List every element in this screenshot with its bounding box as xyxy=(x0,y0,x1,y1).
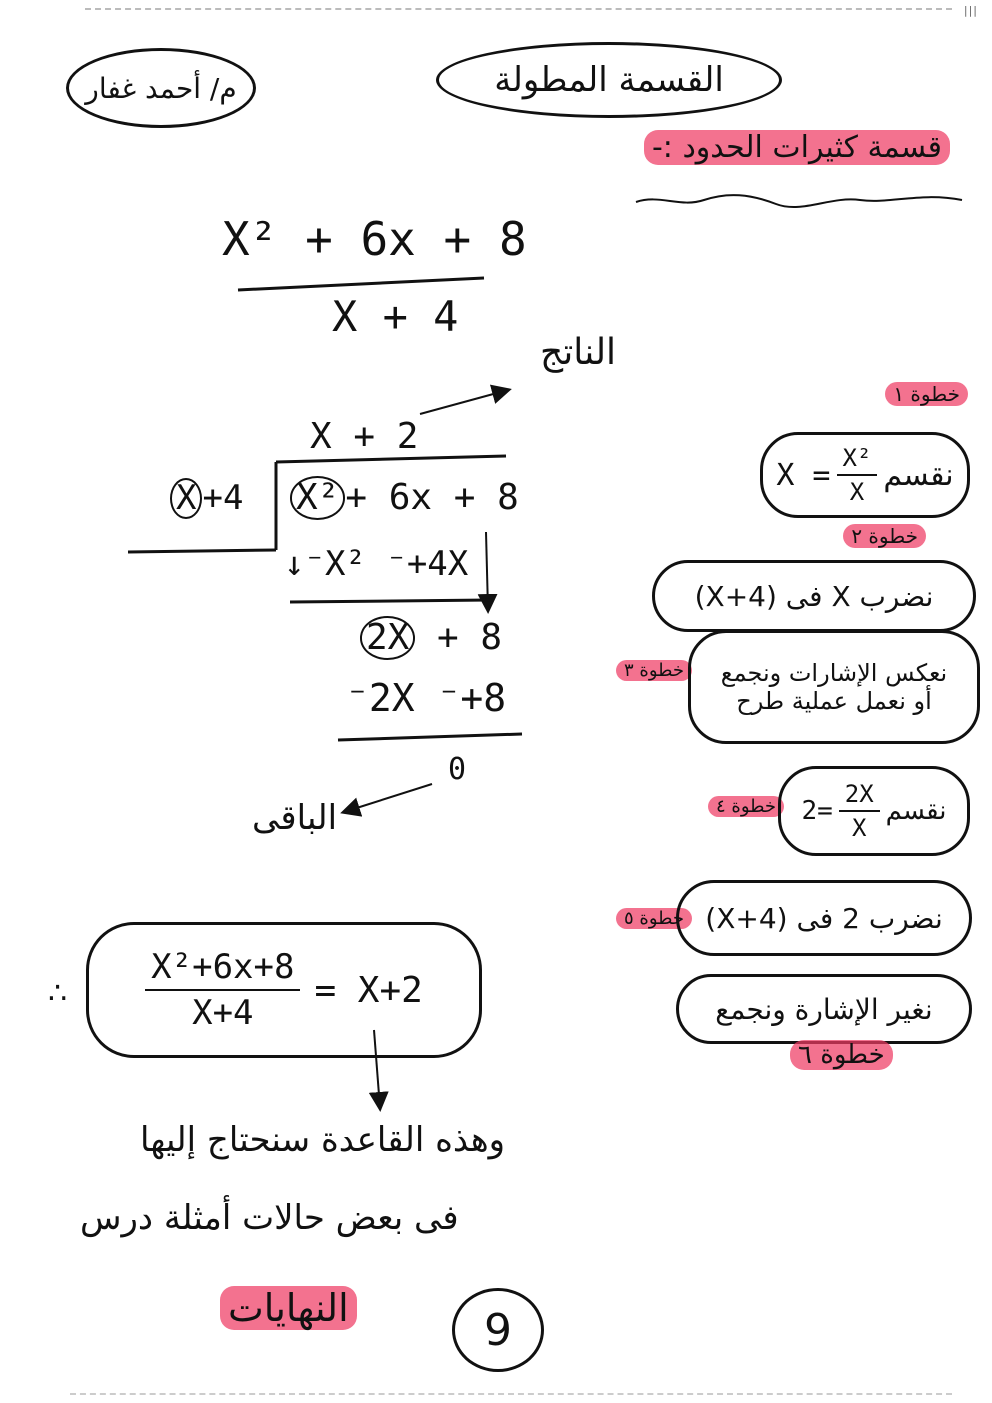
problem-fraction-bar xyxy=(238,278,484,290)
dividend-rest: + 6x + 8 xyxy=(345,477,519,518)
step-3-box: نعكس الإشارات ونجمع أو نعمل عملية طرح xyxy=(688,630,980,744)
remainder-label: الباقى xyxy=(252,798,338,838)
step-1-fraction: $\frac{\text{X²}}{X}$ xyxy=(837,444,878,506)
result-fraction: $\frac{\text{X²+6x+8}}{X+4}$ xyxy=(145,947,300,1033)
result-equals: = X+2 xyxy=(314,969,423,1011)
division-bracket-top xyxy=(276,456,506,462)
page-title: القسمة المطولة xyxy=(494,60,724,100)
result-down-arrow xyxy=(374,1030,380,1108)
problem-numerator: X² + 6x + 8 xyxy=(222,212,527,266)
step-4-box: 2= $\frac{2X}{X}$ نقسم xyxy=(778,766,970,856)
remainder-value: 0 xyxy=(448,752,467,787)
step-2-label: خطوة ٢ xyxy=(843,524,926,548)
note-line-1: وهذه القاعدة سنحتاج إليها xyxy=(140,1120,506,1160)
step-2-box: نضرب X فى (X+4) xyxy=(652,560,976,632)
step-4-label: خطوة ٤ xyxy=(708,796,784,817)
step-1-label: خطوة ١ xyxy=(885,382,968,406)
row-2x-circled: 2X xyxy=(360,616,415,660)
subtitle-squiggle xyxy=(636,195,962,207)
row-2x-rest: + 8 xyxy=(437,617,503,658)
page-number: 9 xyxy=(452,1288,544,1372)
divisor-x-circled: X xyxy=(170,478,202,519)
step-5-box: نضرب 2 فى (X+4) xyxy=(676,880,972,956)
note-highlight: النهايات xyxy=(220,1286,357,1330)
subtract-row-2: ⁻2X ⁻+8 xyxy=(346,676,507,720)
step-3-label: خطوة ٣ xyxy=(616,660,692,681)
dividend-x2-circled: X² xyxy=(290,476,345,520)
quotient-arrow xyxy=(420,390,508,414)
step-6-label: خطوة ٦ xyxy=(790,1040,893,1070)
step-1-box: X = $\frac{\text{X²}}{X}$ نقسم xyxy=(760,432,970,518)
subtitle-text: قسمة كثيرات الحدود :- xyxy=(644,130,950,165)
subtract-2-bar xyxy=(338,734,522,740)
step-5-label: خطوة ٥ xyxy=(616,908,692,929)
quotient: X + 2 xyxy=(310,416,419,457)
divisor-underline xyxy=(128,550,276,552)
subtract-1-right-arrow xyxy=(486,532,488,610)
divisor-rest: +4 xyxy=(202,478,244,518)
subtract-1-bar xyxy=(290,600,490,602)
remainder-arrow xyxy=(344,784,432,812)
note-line-2: فى بعض حالات أمثلة درس xyxy=(80,1198,459,1238)
step-4-fraction: $\frac{2X}{X}$ xyxy=(839,780,880,842)
author-name: م/ أحمد غفار xyxy=(85,71,237,105)
therefore-symbol: ∴ xyxy=(48,976,68,1011)
step-6-box: نغير الإشارة ونجمع xyxy=(676,974,972,1044)
corner-mark: ||| xyxy=(963,4,978,17)
subtract-row-1: ↓⁻X² ⁻+4X xyxy=(284,544,469,584)
problem-denominator: X + 4 xyxy=(332,292,459,341)
quotient-label: الناتج xyxy=(540,332,617,373)
